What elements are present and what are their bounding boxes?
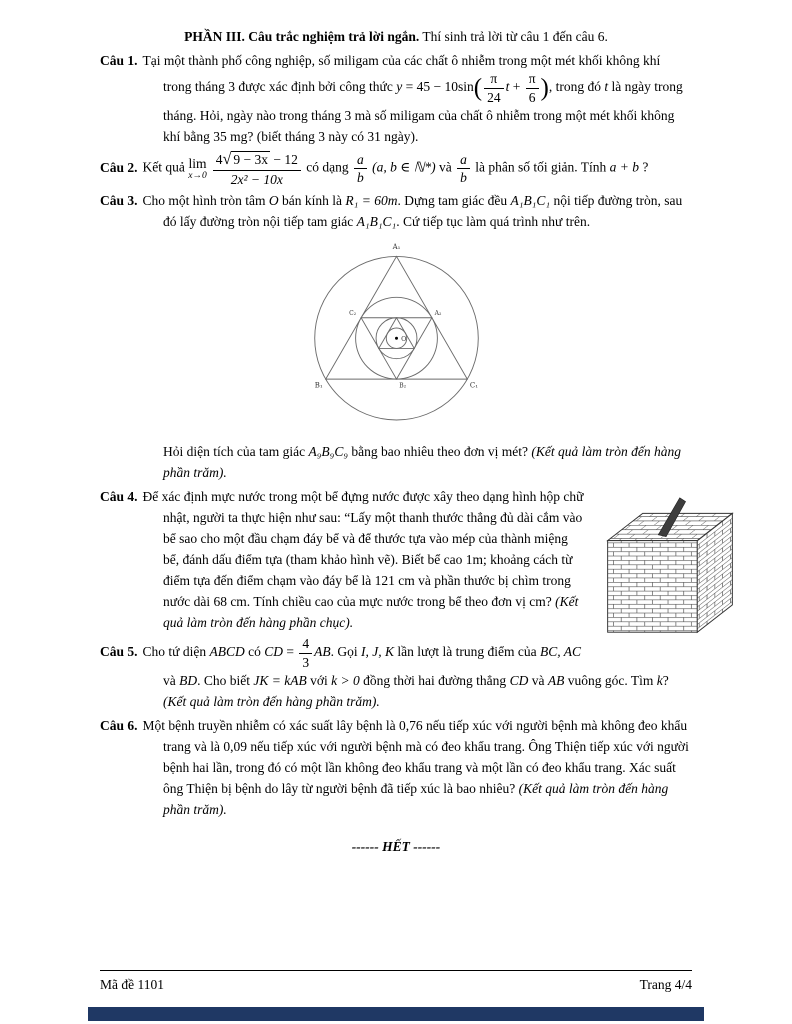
q6-rounding-note: (Kết quả làm tròn đến hàng phần trăm).: [163, 781, 669, 818]
q2-num-coefficient: 4: [215, 152, 223, 168]
q3-radius-formula: R₁ = 60m: [345, 193, 398, 209]
footer-exam-code: Mã đề 1101: [100, 977, 164, 992]
q1-text-3: là ngày trong tháng. Hỏi, ngày nào trong tháng 3 mà số miligam của chất ô nhiễm trong một mét khối không khí bằng 35 mg? (biết tháng 3 này có 31 ngày).: [163, 79, 683, 145]
q5-text-9: và: [528, 673, 548, 689]
q3-text-4: nội tiếp đường tròn, sau đó lấy đường tròn nội tiếp tam giác: [163, 193, 683, 230]
q3-text-2: bán kính là: [278, 193, 346, 209]
q2-text-5: ?: [639, 159, 649, 175]
q5-vars-BC-AC: BC, AC: [540, 644, 582, 660]
q5-text-8: đồng thời hai đường thẳng: [359, 673, 510, 689]
q5-fraction-4-3: [299, 636, 312, 670]
question-3: [100, 190, 692, 232]
q2-square-root: [222, 152, 270, 167]
q3-text-3: . Dựng tam giác đều: [397, 193, 511, 209]
q4-figure-wrapper: [594, 488, 746, 646]
q1-formula-eq: = 45 − 10sin: [402, 79, 474, 95]
q2-num-tail: − 12: [269, 152, 298, 168]
fraction-numerator: a: [354, 152, 367, 170]
radical-sign: √: [222, 150, 232, 169]
q3-rounding-note: (Kết quả làm tròn đến hàng phần trăm).: [163, 444, 682, 481]
q1-fraction-pi-6: [526, 71, 539, 105]
question-5: [100, 636, 692, 712]
q2-text-3: và: [439, 159, 456, 175]
q2-limit-operator: [188, 157, 206, 181]
q3-figure-wrapper: [100, 236, 692, 439]
label-B1: B₁: [314, 381, 323, 390]
q1-var-y: y: [396, 79, 403, 95]
center-dot: [395, 337, 398, 340]
question-4-label: Câu 4.: [100, 489, 138, 505]
q1-text-1: Tại một thành phố công nghiệp, số miligam của các chất ô nhiễm trong một mét khối không khí trong tháng 3 được xác định bởi công thức: [142, 53, 661, 95]
q1-fraction-pi-24: [484, 71, 504, 105]
q1-plus-sign: +: [509, 79, 524, 95]
fraction-numerator: π: [526, 71, 539, 89]
fraction-numerator: π: [484, 71, 504, 89]
q2-text-4: là phân số tối giản. Tính: [471, 159, 610, 175]
q3-triangle-1b: A₁B₁C₁: [356, 214, 397, 230]
end-of-exam-marker: ------ HẾT ------: [351, 839, 441, 855]
fraction-denominator: b: [460, 170, 467, 186]
q5-var-ABCD: ABCD: [209, 644, 245, 660]
q2-text-1: Kết quả: [142, 159, 189, 175]
question-6: [100, 715, 692, 820]
label-A2: A₂: [434, 310, 441, 318]
footer-page-number: Trang 4/4: [639, 977, 692, 992]
q5-text-2: có: [244, 644, 265, 660]
q5-formula-JK: JK = kAB: [253, 673, 307, 689]
q5-text-3: . Gọi: [330, 644, 361, 660]
label-C2: C₂: [348, 310, 356, 318]
q4-text: Để xác định mực nước trong một bể đựng nước được xây theo dạng hình hộp chữ nhật, người ta thực hiện như sau: “Lấy một thanh thước thẳng đủ dài cắm vào bể sao cho một đầu chạm đáy bể và để thước tựa vào mép của thành miệng bể, đánh dấu điểm tựa (tham khảo hình vẽ). Biết bể cao 1m; khoảng cách từ điểm tựa đến điểm chạm vào đáy bể là 121 cm và phần thước bị chìm trong nước dài 68 cm. Tính chiều cao của mực nước trong bể theo đơn vị cm?: [142, 489, 584, 610]
question-1: [100, 50, 692, 147]
fraction-numerator: 4: [299, 636, 312, 654]
q3-triangle-1: A₁B₁C₁: [510, 193, 551, 209]
q5-var-BD: BD: [179, 673, 198, 689]
q2-set-condition: (a, b ∈ ℕ*): [368, 159, 440, 175]
q1-var-t-2: t: [604, 79, 609, 95]
q1-text-2: , trong đó: [548, 79, 605, 95]
q2-fraction-denominator: 2x² − 10x: [230, 171, 283, 187]
question-3-ask: [163, 441, 692, 483]
q5-condition-k: k > 0: [331, 673, 360, 689]
label-C1: C₁: [469, 381, 478, 390]
q3-var-O: O: [268, 193, 279, 209]
section-header: [100, 26, 692, 47]
question-2-label: Câu 2.: [100, 159, 138, 175]
q5-text-6: . Cho biết: [197, 673, 254, 689]
fraction-denominator: b: [356, 170, 364, 186]
q1-var-t: t: [505, 79, 510, 95]
q5-text-7: với: [306, 673, 332, 689]
tank-front-face: [608, 541, 698, 633]
q5-equals: =: [282, 644, 298, 660]
q5-vars-IJK: I, J, K: [360, 644, 394, 660]
q3-nested-triangles-figure: [294, 236, 499, 433]
question-3-label: Câu 3.: [100, 193, 138, 209]
footer-divider: [100, 970, 692, 971]
fraction-denominator: 6: [528, 89, 536, 105]
q5-var-AB: AB: [314, 644, 331, 660]
q4-rounding-note: (Kết quả làm tròn đến hàng phần chục).: [163, 594, 579, 631]
question-1-label: Câu 1.: [100, 53, 138, 68]
question-2: [100, 150, 692, 187]
q5-var-k: k: [656, 673, 663, 689]
q5-var-CD-2: CD: [509, 673, 529, 689]
q2-lim-word: lim: [188, 155, 207, 171]
q6-text: Một bệnh truyền nhiễm có xác suất lây bệnh là 0,76 nếu tiếp xúc với người bệnh mà không đeo khẩu trang và là 0,09 nếu tiếp xúc với người bệnh mà có đeo khẩu trang. Ông Thiện tiếp xúc với người bệnh hai lần, trong đó có một lần không đeo khẩu trang và một lần có đeo khẩu trang. Xác suất ông Thiện bị bệnh do lây từ người bệnh đã tiếp xúc là bao nhiêu?: [142, 718, 689, 797]
q1-left-paren: (: [473, 74, 483, 102]
q5-text-11: ?: [662, 673, 669, 689]
q3-ask-text-2: bằng bao nhiêu theo đơn vị mét?: [348, 444, 532, 460]
fraction-denominator: 24: [487, 89, 501, 105]
radicand: 9 − 3x: [233, 152, 268, 168]
label-O: O: [400, 335, 406, 344]
q5-var-AB-2: AB: [547, 673, 565, 689]
label-A1: A₁: [392, 243, 400, 252]
section-header-instruction: Thí sinh trả lời từ câu 1 đến câu 6.: [419, 29, 608, 44]
fraction-numerator: a: [457, 152, 470, 170]
q3-ask-text-1: Hỏi diện tích của tam giác: [163, 444, 309, 460]
q5-text-4: lần lượt là trung điểm của: [393, 644, 541, 660]
q2-fraction-numerator: [213, 150, 301, 171]
q3-triangle-9: A₉B₉C₉: [308, 444, 349, 460]
footer: [100, 974, 692, 995]
question-6-label: Câu 6.: [100, 718, 138, 734]
q5-text-1: Cho tứ diện: [142, 644, 210, 660]
q5-rounding-note: (Kết quả làm tròn đến hàng phần trăm).: [163, 694, 380, 710]
q2-lim-subscript: x→0: [188, 170, 207, 181]
q5-text-10: vuông góc. Tìm: [564, 673, 657, 689]
q2-main-fraction: [213, 150, 301, 187]
q3-text-5: . Cứ tiếp tục làm quá trình như trên.: [396, 214, 591, 230]
label-B2: B₂: [398, 382, 406, 390]
question-4: [100, 486, 692, 633]
q5-text-5: và: [163, 673, 180, 689]
q1-right-paren: ): [540, 74, 549, 102]
q2-fraction-a-b-1: [354, 152, 367, 186]
q3-text-1: Cho một hình tròn tâm: [142, 193, 269, 209]
q2-fraction-a-b-2: [457, 152, 470, 186]
q5-var-CD: CD: [264, 644, 283, 660]
q2-expression-a-plus-b: a + b: [609, 159, 640, 175]
question-5-label: Câu 5.: [100, 644, 138, 660]
fraction-denominator: 3: [302, 654, 310, 670]
section-header-title: PHẦN III. Câu trắc nghiệm trả lời ngắn.: [184, 29, 420, 44]
bottom-accent-bar: [88, 1007, 704, 1021]
q2-text-2: có dạng: [302, 159, 352, 175]
q4-brick-tank-figure: [594, 488, 746, 640]
